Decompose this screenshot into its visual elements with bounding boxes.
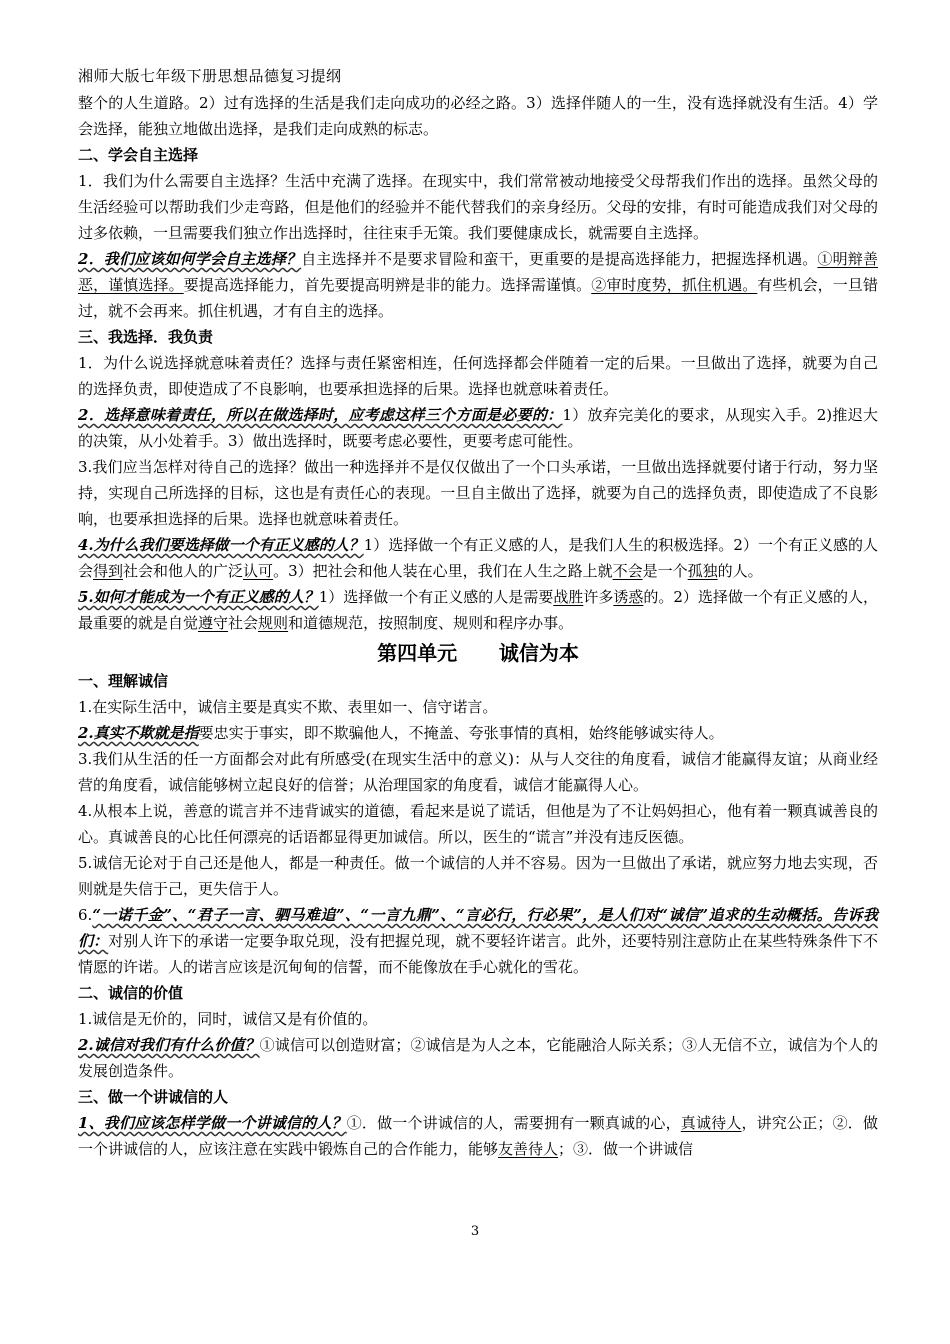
underlined-text: 战胜 [553,588,584,606]
text-run: 整个的人生道路。2）过有选择的生活是我们走向成功的必经之路。3）选择伴随人的一生，没有选择就没有生活。4）学会选择，能独立地做出选择，是我们走向成熟的标志。 [78,94,878,138]
page-number: 3 [470,1224,480,1239]
question-text: 5.如何才能成为一个有正义感的人？ [78,588,319,606]
question-text: 2.诚信对我们有什么价值？ [78,1036,260,1054]
underlined-text: 规则 [258,614,289,632]
underlined-text: 遵守 [198,614,229,632]
paragraph [78,746,878,798]
underlined-text: 友善待人 [498,1140,559,1158]
underlined-text: 不会 [612,562,643,580]
text-run: 许多 [583,588,614,606]
underlined-text: ②审时度势，抓住机遇。 [591,276,758,294]
text-run: 一、理解诚信 [78,672,169,690]
document-body [78,90,878,1162]
paragraph [78,584,878,636]
text-run: ，讲究公正；②．做一个讲诚信的人，应该注意在实践中锻炼自己的合作能力，能够 [78,1114,878,1158]
question-text: 4.为什么我们要选择做一个有正义感的人？ [78,536,364,554]
text-run: 有些机会，一旦错过，就不会再来。抓住机遇，才有自主的选择。 [78,276,878,320]
underlined-text: 真诚待人 [680,1114,742,1132]
paragraph [78,1006,878,1032]
text-run: 4.从根本上说，善意的谎言并不违背诚实的道德，看起来是说了谎话，但他是为了不让妈妈担心，他有着一颗真诚善良的心。真诚善良的心比任何漂亮的话语都显得更加诚信。所以，医生的“谎言”并没有违反医德。 [78,802,878,846]
text-run: 是一个 [642,562,688,580]
underlined-text: 认可 [243,562,274,580]
paragraph [78,90,878,142]
paragraph [78,350,878,402]
text-run: 对别人许下的承诺一定要争取兑现，没有把握兑现，就不要轻许诺言。此外，还要特别注意防止在某些特殊条件下不情愿的许诺。人的诺言应该是沉甸甸的信誓，而不能像放在手心就化的雪花。 [78,932,878,976]
page-header: 湘师大版七年级下册思想品德复习提纲 [78,67,342,85]
unit-title [78,638,878,668]
underlined-text: ①明辩善恶，谨慎选择。 [78,250,878,294]
paragraph [78,720,878,746]
text-run: 要忠实于事实，即不欺骗他人，不掩盖、夸张事情的真相，始终能够诚实待人。 [198,724,724,742]
text-run: 。3）把社会和他人装在心里，我们在人生之路上就 [273,562,613,580]
text-run: 1.诚信是无价的，同时，诚信又是有价值的。 [78,1010,378,1028]
text-run: ①诚信可以创造财富；②诚信是为人之本，它能融洽人际关系；③人无信不立，诚信为个人的发展创造条件。 [78,1036,878,1080]
text-run: 6. [78,906,93,924]
text-run: 的人。 [717,562,763,580]
text-run: 第四单元 诚信为本 [377,641,579,665]
text-run: 1）放弃完美化的要求，从现实入手。2)推迟大的决策，从小处着手。3）做出选择时，既要考虑必要性，更要考虑可能性。 [78,406,878,450]
text-run: 的。2）选择做一个有正义感的人，最重要的就是自觉 [78,588,878,632]
paragraph [78,902,878,980]
question-text: 2．我们应该如何学会自主选择？ [78,250,302,268]
paragraph [78,1032,878,1084]
text-run: 社会和他人的广泛 [123,562,244,580]
paragraph [78,168,878,246]
question-text: 1、我们应该怎样学做一个讲诚信的人？ [78,1114,347,1132]
section-heading [78,1084,878,1110]
text-run: 社会 [228,614,259,632]
paragraph [78,246,878,324]
text-run: ①．做一个讲诚信的人，需要拥有一颗真诚的心， [346,1114,681,1132]
text-run: 三、做一个讲诚信的人 [78,1088,229,1106]
text-run: 自主选择并不是要求冒险和蛮干，更重要的是提高选择能力，把握选择机遇。 [301,250,818,268]
text-run: 1）选择做一个有正义感的人是需要 [318,588,554,606]
text-run: 三、我选择．我负责 [78,328,214,346]
section-heading [78,668,878,694]
text-run: 二、学会自主选择 [78,146,199,164]
section-heading [78,142,878,168]
question-text: 2．选择意味着责任，所以在做选择时，应考虑这样三个方面是必要的： [78,406,563,424]
paragraph [78,850,878,902]
document-page [78,64,878,1162]
text-run: ；③．做一个讲诚信 [558,1140,694,1158]
paragraph [78,694,878,720]
section-heading [78,324,878,350]
underlined-text: 孤独 [687,562,718,580]
paragraph [78,532,878,584]
underlined-text: 得到 [93,562,124,580]
text-run: 1.在实际生活中，诚信主要是真实不欺、表里如一、信守诺言。 [78,698,498,716]
question-text: 2.真实不欺就是指 [78,724,199,742]
underlined-text: 诱惑 [613,588,644,606]
text-run: 1．为什么说选择就意味着责任？选择与责任紧密相连，任何选择都会伴随着一定的后果。一旦做出了选择，就要为自己的选择负责，即使造成了不良影响，也要承担选择的后果。选择也就意味着责任。 [78,354,878,398]
text-run: 和道德规范，按照制度、规则和程序办事。 [288,614,574,632]
text-run: 要提高选择能力，首先要提高明辨是非的能力。选择需谨慎。 [183,276,592,294]
paragraph [78,402,878,454]
section-heading [78,980,878,1006]
text-run: 5.诚信无论对于自己还是他人，都是一种责任。做一个诚信的人并不容易。因为一旦做出了承诺，就应努力地去实现，否则就是失信于己，更失信于人。 [78,854,878,898]
text-run: 1）选择做一个有正义感的人，是我们人生的积极选择。2）一个有正义感的人会 [78,536,878,580]
paragraph [78,454,878,532]
text-run: 3.我们从生活的任一方面都会对此有所感受(在现实生活中的意义)：从与人交往的角度看，诚信才能赢得友谊；从商业经营的角度看，诚信能够树立起良好的信誉；从治理国家的角度看，诚信才能赢得人心。 [78,750,878,794]
paragraph [78,798,878,850]
text-run: 3.我们应当怎样对待自己的选择？做出一种选择并不是仅仅做出了一个口头承诺，一旦做出选择就要付诸于行动，努力坚持，实现自己所选择的目标，这也是有责任心的表现。一旦自主做出了选择，就要为自己的选择负责，即使造成了不良影响，也要承担选择的后果。选择也就意味着责任。 [78,458,878,528]
text-run: 二、诚信的价值 [78,984,184,1002]
paragraph [78,1110,878,1162]
text-run: 1．我们为什么需要自主选择？生活中充满了选择。在现实中，我们常常被动地接受父母帮我们作出的选择。虽然父母的生活经验可以帮助我们少走弯路，但是他们的经验并不能代替我们的亲身经历。父母的安排，有时可能造成我们对父母的过多依赖，一旦需要我们独立作出选择时，往往束手无策。我们要健康成长，就需要自主选择。 [78,172,878,242]
question-text: “一诺千金”、“君子一言、驷马难追”、“一言九鼎”、“言必行，行必果”，是人们对“诚信”追求的生动概括。告诉我们： [78,906,878,950]
